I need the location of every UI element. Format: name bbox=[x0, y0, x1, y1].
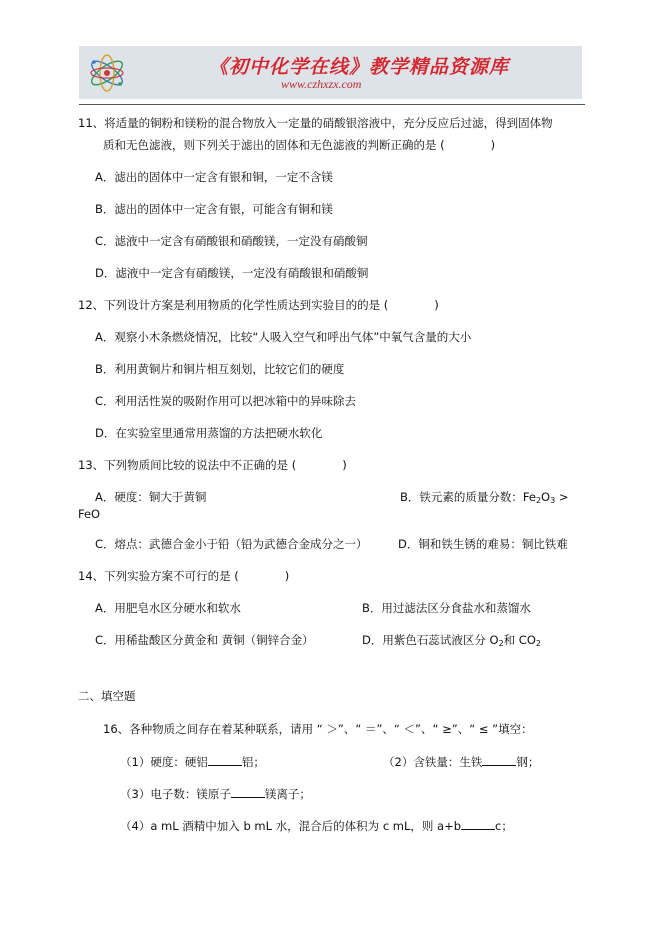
q13-option-b-prefix: B．铁元素的质量分数：Fe bbox=[400, 490, 536, 504]
banner-url: www.czhxzx.com bbox=[281, 77, 362, 91]
q12-stem: 12、下列设计方案是利用物质的化学性质达到实验目的的是 ( ) bbox=[78, 298, 439, 312]
q13-option-d: D．铜和铁生锈的难易：铜比铁难 bbox=[398, 537, 568, 551]
q16-part1 bbox=[120, 753, 265, 770]
q11-option-c: C．滤液中一定含有硝酸银和硝酸镁，一定没有硝酸铜 bbox=[95, 234, 368, 248]
q13-option-b-suffix: > bbox=[555, 490, 569, 504]
q13-option-b-wrap: FeO bbox=[78, 507, 101, 521]
q16-part3-label: （3）电子数：镁原子 bbox=[120, 787, 231, 801]
q16-part4-blank[interactable] bbox=[461, 817, 495, 830]
q12-option-b: B．利用黄铜片和铜片相互刻划，比较它们的硬度 bbox=[95, 362, 345, 376]
q13-option-b-sub2: 3 bbox=[550, 496, 556, 505]
q11-option-b: B．滤出的固体中一定含有银，可能含有铜和镁 bbox=[95, 202, 333, 216]
q11-option-a: A．滤出的固体中一定含有银和铜，一定不含镁 bbox=[95, 170, 333, 184]
q11-stem-line2: 质和无色滤液，则下列关于滤出的固体和无色滤液的判断正确的是 ( ) bbox=[103, 138, 496, 152]
q16-part4-tail: c； bbox=[495, 819, 513, 833]
q13-option-b-mid: O bbox=[541, 490, 551, 504]
q14-option-d-prefix: D．用紫色石蕊试液区分 O bbox=[362, 633, 499, 647]
q16-part2 bbox=[383, 753, 539, 770]
q14-stem: 14、下列实验方案不可行的是 ( ) bbox=[78, 569, 290, 583]
q12-option-c: C．利用活性炭的吸附作用可以把冰箱中的异味除去 bbox=[95, 394, 357, 408]
q11-stem-line1: 11、将适量的铜粉和镁粉的混合物放入一定量的硝酸银溶液中，充分反应后过滤，得到固体物 bbox=[78, 116, 553, 130]
q16-part1-blank[interactable] bbox=[208, 753, 242, 766]
q16-part3-tail: 镁离子； bbox=[264, 787, 311, 801]
q14-option-d-mid: 和 CO bbox=[503, 633, 536, 647]
q16-part3-blank[interactable] bbox=[231, 785, 265, 798]
q16-part1-label: （1）硬度：硬铝 bbox=[120, 755, 208, 769]
q14-option-d-sub2: 2 bbox=[535, 639, 541, 648]
q13-option-b bbox=[400, 489, 569, 505]
q13-option-a: A．硬度：铜大于黄铜 bbox=[95, 490, 207, 504]
header-divider bbox=[79, 104, 585, 105]
q13-option-b-sub1: 2 bbox=[535, 496, 542, 505]
atom-logo-icon bbox=[85, 52, 129, 94]
q14-option-a: A．用肥皂水区分硬水和软水 bbox=[95, 601, 241, 615]
q12-option-d: D．在实验室里通常用蒸馏的方法把硬水软化 bbox=[95, 426, 323, 440]
q14-option-c: C．用稀盐酸区分黄金和 黄铜（铜锌合金） bbox=[95, 633, 314, 647]
q13-option-c: C．熔点：武德合金小于铅（铅为武德合金成分之一） bbox=[95, 537, 368, 551]
q16-part2-blank[interactable] bbox=[482, 753, 516, 766]
q14-option-d bbox=[362, 632, 541, 648]
q16-part2-label: （2）含铁量：生铁 bbox=[383, 755, 483, 769]
q16-part3 bbox=[120, 785, 311, 802]
q14-option-b: B．用过滤法区分食盐水和蒸馏水 bbox=[362, 601, 531, 615]
q11-option-d: D．滤液中一定含有硝酸镁，一定没有硝酸银和硝酸铜 bbox=[95, 266, 369, 280]
q16-stem: 16、各种物质之间存在着某种联系，请用 “ ＞”、“ ＝”、“ ＜”、“ ≥”、“ ≤ ”填空： bbox=[103, 722, 533, 736]
q16-part2-tail: 钢； bbox=[516, 755, 540, 769]
q13-stem: 13、下列物质间比较的说法中不正确的是 ( ) bbox=[78, 458, 347, 472]
header-banner bbox=[79, 46, 582, 99]
q16-part4 bbox=[120, 817, 513, 834]
q14-option-d-sub1: 2 bbox=[498, 639, 504, 648]
q16-part4-label: （4）a mL 酒精中加入 b mL 水，混合后的体积为 c mL，则 a+b bbox=[120, 819, 462, 833]
q12-option-a: A．观察小木条燃烧情况，比较“人吸入空气和呼出气体”中氧气含量的大小 bbox=[95, 330, 472, 344]
banner-title: 《初中化学在线》教学精品资源库 bbox=[209, 56, 510, 78]
section-heading-fill-in: 二、填空题 bbox=[78, 689, 136, 703]
q16-part1-tail: 铝； bbox=[241, 755, 265, 769]
